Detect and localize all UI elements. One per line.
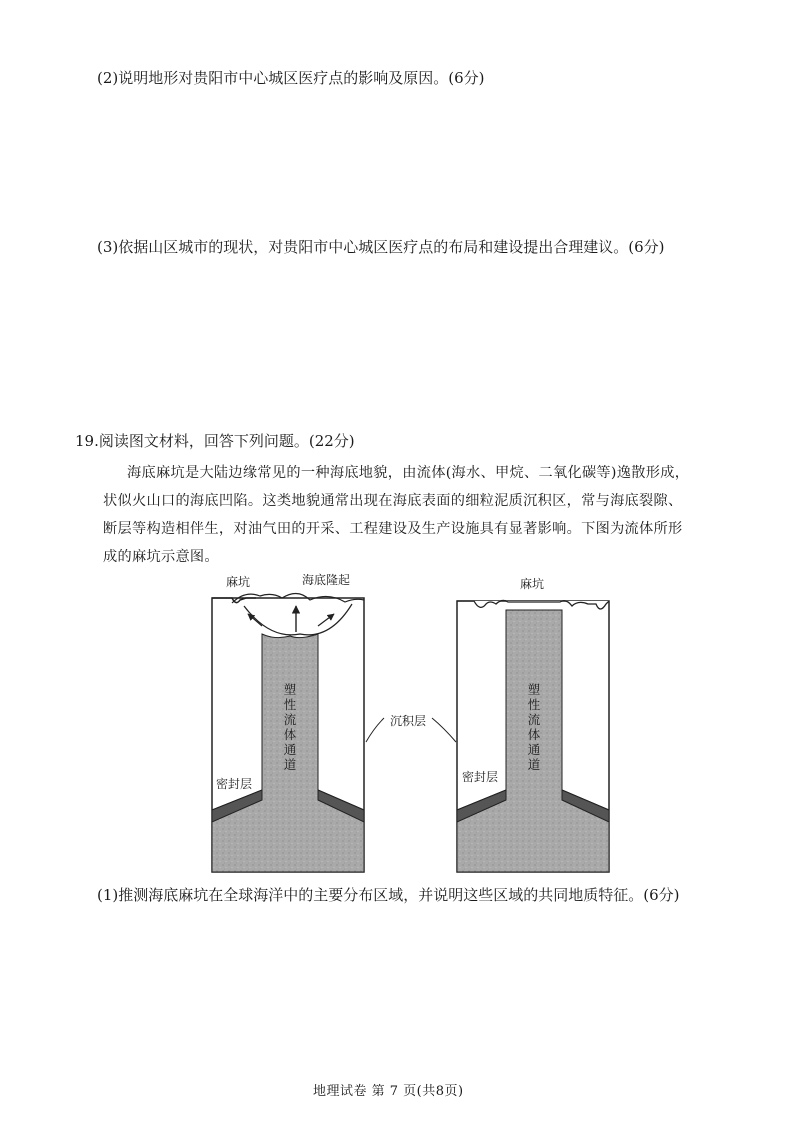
left-channel-label: 塑性流体通道: [283, 682, 297, 772]
seabed-uplift-label: 海底隆起: [302, 573, 351, 587]
left-seal-layer-label: 密封层: [216, 777, 253, 791]
question-3: (3)依据山区城市的现状，对贵阳市中心城区医疗点的布局和建设提出合理建议。(6分): [97, 238, 665, 256]
question-19-1: (1)推测海底麻坑在全球海洋中的主要分布区域，并说明这些区域的共同地质特征。(6分): [97, 886, 680, 904]
sediment-layer-label: 沉积层: [390, 714, 427, 728]
left-pit-label: 麻坑: [226, 575, 251, 589]
question-19-paragraph-line: 海底麻坑是大陆边缘常见的一种海底地貌，由流体(海水、甲烷、二氧化碳等)逸散形成，: [127, 465, 690, 481]
question-2: (2)说明地形对贵阳市中心城区医疗点的影响及原因。(6分): [97, 69, 485, 87]
right-seal-layer-label: 密封层: [462, 770, 499, 784]
page-footer: 地理试卷 第 7 页(共8页): [313, 1084, 464, 1099]
right-pit-label: 麻坑: [520, 577, 545, 591]
question-19-paragraph-line: 成的麻坑示意图。: [103, 549, 219, 565]
question-19-paragraph-line: 状似火山口的海底凹陷。这类地貌通常出现在海底表面的细粒泥质沉积区，常与海底裂隙、: [103, 493, 683, 509]
right-channel-label: 塑性流体通道: [527, 682, 541, 772]
question-19-paragraph-line: 断层等构造相伴生，对油气田的开采、工程建设及生产设施具有显著影响。下图为流体所形: [103, 521, 683, 537]
question-19-title: 19.阅读图文材料，回答下列问题。(22分): [75, 432, 355, 450]
